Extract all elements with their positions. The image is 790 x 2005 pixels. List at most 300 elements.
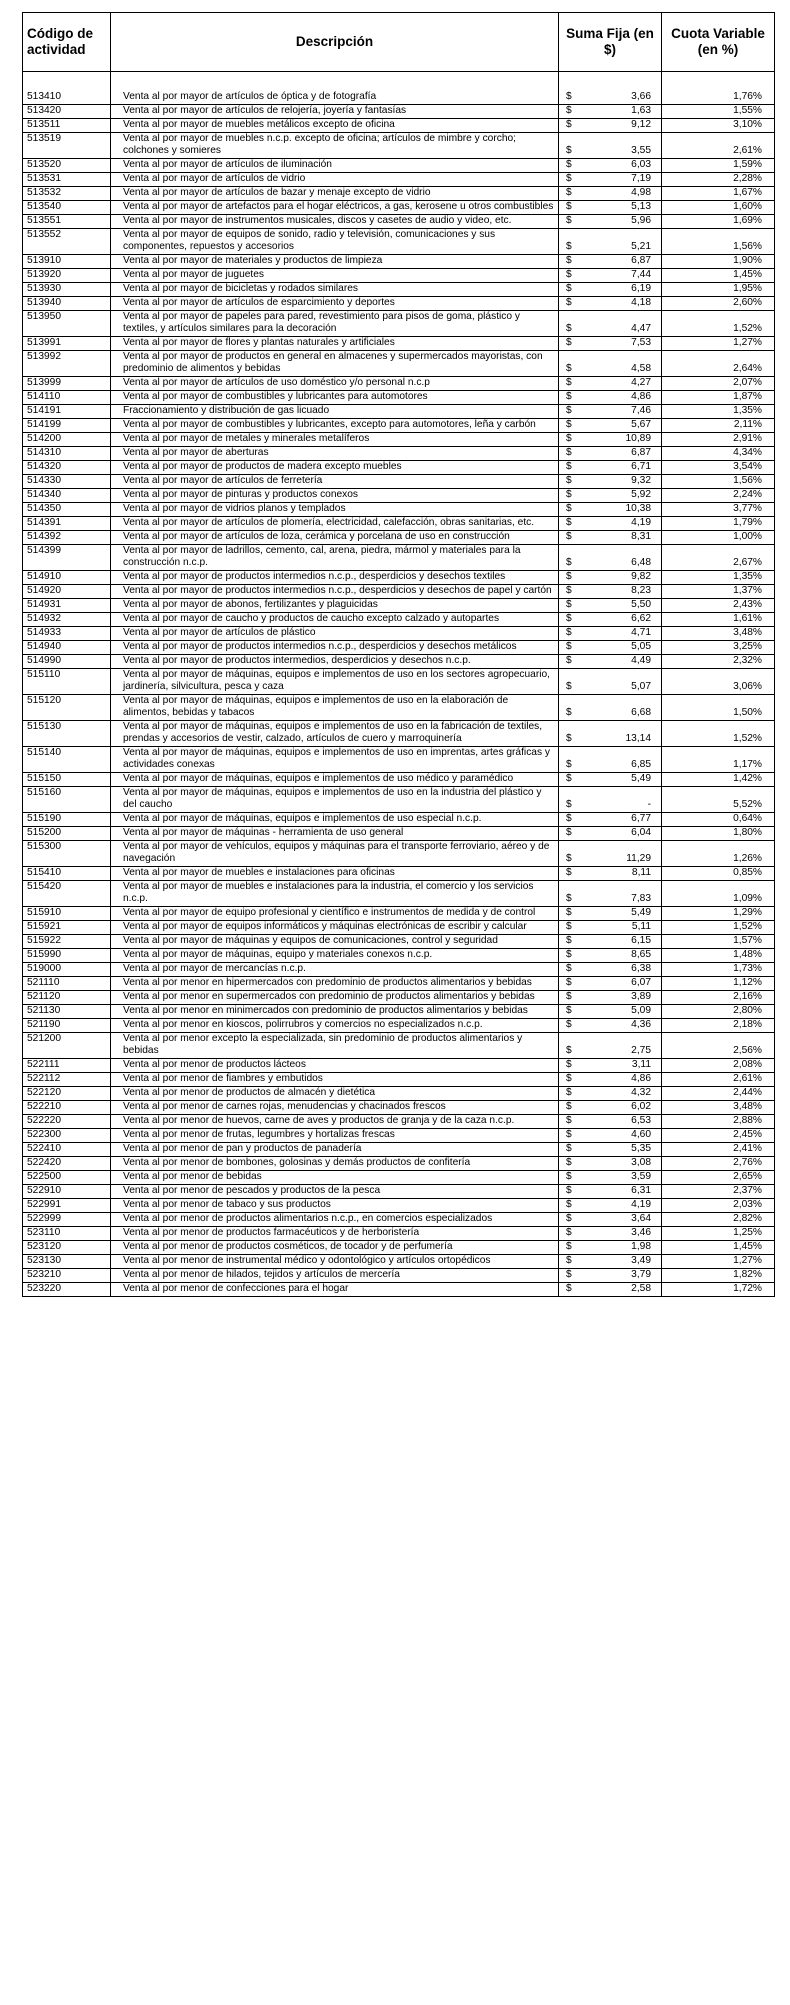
currency-symbol: $ xyxy=(566,377,572,388)
fixed-sum-cell xyxy=(559,991,662,1005)
variable-rate-cell: 1,69% xyxy=(662,215,775,229)
currency-symbol: $ xyxy=(566,977,572,988)
fixed-sum-value: 4,71 xyxy=(631,627,651,638)
table-row xyxy=(23,255,775,269)
variable-rate-cell: 2,76% xyxy=(662,1157,775,1171)
table-row xyxy=(23,215,775,229)
description-cell: Venta al por menor de tabaco y sus productos xyxy=(111,1199,559,1213)
currency-symbol: $ xyxy=(566,105,572,116)
description-cell: Venta al por menor excepto la especializada, sin predominio de productos alimentarios y bebidas xyxy=(111,1033,559,1059)
fixed-sum-value: 9,82 xyxy=(631,571,651,582)
table-row xyxy=(23,419,775,433)
fixed-sum-cell xyxy=(559,1143,662,1157)
fixed-sum-cell xyxy=(559,405,662,419)
fixed-sum-cell xyxy=(559,1185,662,1199)
table-row xyxy=(23,721,775,747)
variable-rate-cell: 1,55% xyxy=(662,105,775,119)
currency-symbol: $ xyxy=(566,269,572,280)
fixed-sum-value: 6,31 xyxy=(631,1185,651,1196)
table-row xyxy=(23,907,775,921)
table-row xyxy=(23,405,775,419)
activity-code-cell: 521130 xyxy=(23,1005,111,1019)
fixed-sum-cell xyxy=(559,433,662,447)
table-row xyxy=(23,1213,775,1227)
fixed-sum-value: 5,07 xyxy=(631,681,651,692)
activity-code-cell: 514940 xyxy=(23,641,111,655)
fixed-sum-cell xyxy=(559,545,662,571)
currency-symbol: $ xyxy=(566,813,572,824)
fixed-sum-value: 4,27 xyxy=(631,377,651,388)
fixed-sum-cell xyxy=(559,1269,662,1283)
currency-symbol: $ xyxy=(566,201,572,212)
fixed-sum-value: 5,67 xyxy=(631,419,651,430)
fixed-sum-cell xyxy=(559,641,662,655)
activity-code-cell: 514910 xyxy=(23,571,111,585)
table-row xyxy=(23,1185,775,1199)
fixed-sum-cell xyxy=(559,215,662,229)
fixed-sum-value: 8,11 xyxy=(631,867,651,878)
variable-rate-cell: 3,54% xyxy=(662,461,775,475)
activity-code-cell: 515140 xyxy=(23,747,111,773)
description-cell: Venta al por mayor de muebles e instalaciones para oficinas xyxy=(111,867,559,881)
activity-code-cell: 513552 xyxy=(23,229,111,255)
activity-code-cell: 523130 xyxy=(23,1255,111,1269)
fixed-sum-value: 6,53 xyxy=(631,1115,651,1126)
fixed-sum-cell xyxy=(559,1171,662,1185)
variable-rate-cell: 2,28% xyxy=(662,173,775,187)
fixed-sum-cell xyxy=(559,105,662,119)
activity-code-cell: 514931 xyxy=(23,599,111,613)
currency-symbol: $ xyxy=(566,475,572,486)
currency-symbol: $ xyxy=(566,1129,572,1140)
description-cell: Venta al por mayor de productos de madera excepto muebles xyxy=(111,461,559,475)
activity-code-cell: 513520 xyxy=(23,159,111,173)
fixed-sum-value: 4,58 xyxy=(631,363,651,374)
table-row xyxy=(23,841,775,867)
fixed-sum-cell xyxy=(559,1059,662,1073)
table-row xyxy=(23,1101,775,1115)
currency-symbol: $ xyxy=(566,1101,572,1112)
description-cell: Venta al por mayor de máquinas, equipos e implementos de uso en la fabricación de textiles, prendas y accesorios de vestir, calzado, artículos de cuero y marroquinería xyxy=(111,721,559,747)
table-row xyxy=(23,935,775,949)
fixed-sum-cell xyxy=(559,881,662,907)
activity-code-cell: 522410 xyxy=(23,1143,111,1157)
activity-rates-table xyxy=(22,12,775,1297)
variable-rate-cell: 2,67% xyxy=(662,545,775,571)
table-row xyxy=(23,91,775,105)
currency-symbol: $ xyxy=(566,1143,572,1154)
fixed-sum-cell xyxy=(559,867,662,881)
fixed-sum-cell xyxy=(559,119,662,133)
variable-rate-cell: 1,52% xyxy=(662,721,775,747)
variable-rate-cell: 1,56% xyxy=(662,229,775,255)
table-row xyxy=(23,1283,775,1297)
activity-code-cell: 514990 xyxy=(23,655,111,669)
fixed-sum-cell xyxy=(559,91,662,105)
description-cell: Venta al por mayor de artículos de vidrio xyxy=(111,173,559,187)
currency-symbol: $ xyxy=(566,405,572,416)
currency-symbol: $ xyxy=(566,853,572,864)
variable-rate-cell: 1,45% xyxy=(662,269,775,283)
table-row xyxy=(23,1073,775,1087)
table-row xyxy=(23,1129,775,1143)
variable-rate-cell: 1,09% xyxy=(662,881,775,907)
activity-code-cell: 513532 xyxy=(23,187,111,201)
activity-code-cell: 523220 xyxy=(23,1283,111,1297)
currency-symbol: $ xyxy=(566,187,572,198)
description-cell: Venta al por menor de bebidas xyxy=(111,1171,559,1185)
variable-rate-cell: 3,48% xyxy=(662,1101,775,1115)
fixed-sum-cell xyxy=(559,461,662,475)
fixed-sum-value: 6,62 xyxy=(631,613,651,624)
description-cell: Venta al por mayor de artículos de esparcimiento y deportes xyxy=(111,297,559,311)
description-cell: Fraccionamiento y distribución de gas licuado xyxy=(111,405,559,419)
fixed-sum-value: 5,49 xyxy=(631,907,651,918)
fixed-sum-cell xyxy=(559,977,662,991)
fixed-sum-value: 4,60 xyxy=(631,1129,651,1140)
fixed-sum-value: 6,48 xyxy=(631,557,651,568)
description-cell: Venta al por mayor de artículos de relojería, joyería y fantasías xyxy=(111,105,559,119)
fixed-sum-cell xyxy=(559,283,662,297)
activity-code-cell: 514310 xyxy=(23,447,111,461)
description-cell: Venta al por mayor de productos intermedios n.c.p., desperdicios y desechos textiles xyxy=(111,571,559,585)
currency-symbol: $ xyxy=(566,1059,572,1070)
description-cell: Venta al por menor en supermercados con predominio de productos alimentarios y bebidas xyxy=(111,991,559,1005)
description-cell: Venta al por mayor de artículos de uso doméstico y/o personal n.c.p xyxy=(111,377,559,391)
table-row xyxy=(23,1115,775,1129)
description-cell: Venta al por mayor de artículos de plomería, electricidad, calefacción, obras sanitarias, etc. xyxy=(111,517,559,531)
activity-code-cell: 523110 xyxy=(23,1227,111,1241)
currency-symbol: $ xyxy=(566,419,572,430)
currency-symbol: $ xyxy=(566,323,572,334)
description-cell: Venta al por menor en kioscos, polirrubros y comercios no especializados n.c.p. xyxy=(111,1019,559,1033)
variable-rate-cell: 0,64% xyxy=(662,813,775,827)
table-row xyxy=(23,949,775,963)
currency-symbol: $ xyxy=(566,433,572,444)
fixed-sum-value: 5,92 xyxy=(631,489,651,500)
currency-symbol: $ xyxy=(566,447,572,458)
fixed-sum-value: 5,11 xyxy=(631,921,651,932)
currency-symbol: $ xyxy=(566,921,572,932)
currency-symbol: $ xyxy=(566,119,572,130)
currency-symbol: $ xyxy=(566,391,572,402)
description-cell: Venta al por menor de pescados y productos de la pesca xyxy=(111,1185,559,1199)
description-cell: Venta al por mayor de juguetes xyxy=(111,269,559,283)
description-cell: Venta al por menor en minimercados con predominio de productos alimentarios y bebidas xyxy=(111,1005,559,1019)
fixed-sum-cell xyxy=(559,187,662,201)
description-cell: Venta al por menor de productos lácteos xyxy=(111,1059,559,1073)
variable-rate-cell: 1,25% xyxy=(662,1227,775,1241)
variable-rate-cell: 2,56% xyxy=(662,1033,775,1059)
fixed-sum-cell xyxy=(559,1255,662,1269)
fixed-sum-cell xyxy=(559,1115,662,1129)
variable-rate-cell: 5,52% xyxy=(662,787,775,813)
header-fixed-sum: Suma Fija (en $) xyxy=(559,13,662,72)
currency-symbol: $ xyxy=(566,363,572,374)
currency-symbol: $ xyxy=(566,283,572,294)
activity-code-cell: 523210 xyxy=(23,1269,111,1283)
fixed-sum-cell xyxy=(559,787,662,813)
activity-code-cell: 513511 xyxy=(23,119,111,133)
currency-symbol: $ xyxy=(566,599,572,610)
fixed-sum-value: 6,15 xyxy=(631,935,651,946)
variable-rate-cell: 2,03% xyxy=(662,1199,775,1213)
description-cell: Venta al por mayor de artículos de plástico xyxy=(111,627,559,641)
description-cell: Venta al por mayor de caucho y productos de caucho excepto calzado y autopartes xyxy=(111,613,559,627)
variable-rate-cell: 1,35% xyxy=(662,571,775,585)
variable-rate-cell: 2,07% xyxy=(662,377,775,391)
currency-symbol: $ xyxy=(566,1171,572,1182)
description-cell: Venta al por menor de huevos, carne de aves y productos de granja y de la caza n.c.p. xyxy=(111,1115,559,1129)
fixed-sum-value: 4,19 xyxy=(631,517,651,528)
activity-code-cell: 513920 xyxy=(23,269,111,283)
description-cell: Venta al por mayor de equipos informáticos y máquinas electrónicas de escribir y calcular xyxy=(111,921,559,935)
currency-symbol: $ xyxy=(566,707,572,718)
variable-rate-cell: 1,27% xyxy=(662,337,775,351)
fixed-sum-cell xyxy=(559,571,662,585)
variable-rate-cell: 3,06% xyxy=(662,669,775,695)
table-row xyxy=(23,963,775,977)
fixed-sum-cell xyxy=(559,1213,662,1227)
table-row xyxy=(23,747,775,773)
table-row xyxy=(23,201,775,215)
fixed-sum-value: 7,83 xyxy=(631,893,651,904)
activity-code-cell: 513999 xyxy=(23,377,111,391)
currency-symbol: $ xyxy=(566,963,572,974)
activity-code-cell: 514191 xyxy=(23,405,111,419)
variable-rate-cell: 2,91% xyxy=(662,433,775,447)
fixed-sum-value: 7,46 xyxy=(631,405,651,416)
variable-rate-cell: 1,37% xyxy=(662,585,775,599)
activity-code-cell: 513992 xyxy=(23,351,111,377)
variable-rate-cell: 1,80% xyxy=(662,827,775,841)
currency-symbol: $ xyxy=(566,681,572,692)
description-cell: Venta al por mayor de máquinas, equipos e implementos de uso especial n.c.p. xyxy=(111,813,559,827)
activity-code-cell: 515420 xyxy=(23,881,111,907)
currency-symbol: $ xyxy=(566,759,572,770)
header-variable-rate: Cuota Variable (en %) xyxy=(662,13,775,72)
currency-symbol: $ xyxy=(566,1241,572,1252)
fixed-sum-value: 6,38 xyxy=(631,963,651,974)
currency-symbol: $ xyxy=(566,1213,572,1224)
description-cell: Venta al por mayor de máquinas y equipos de comunicaciones, control y seguridad xyxy=(111,935,559,949)
activity-code-cell: 513531 xyxy=(23,173,111,187)
spacer-cell xyxy=(23,72,111,92)
description-cell: Venta al por mayor de muebles e instalaciones para la industria, el comercio y los servicios n.c.p. xyxy=(111,881,559,907)
activity-code-cell: 513519 xyxy=(23,133,111,159)
variable-rate-cell: 2,61% xyxy=(662,1073,775,1087)
activity-code-cell: 521110 xyxy=(23,977,111,991)
description-cell: Venta al por mayor de pinturas y productos conexos xyxy=(111,489,559,503)
variable-rate-cell: 2,08% xyxy=(662,1059,775,1073)
activity-code-cell: 515110 xyxy=(23,669,111,695)
description-cell: Venta al por mayor de combustibles y lubricantes, excepto para automotores, leña y carbón xyxy=(111,419,559,433)
spacer-cell xyxy=(662,72,775,92)
fixed-sum-value: 5,50 xyxy=(631,599,651,610)
variable-rate-cell: 1,00% xyxy=(662,531,775,545)
fixed-sum-cell xyxy=(559,921,662,935)
table-row xyxy=(23,1157,775,1171)
currency-symbol: $ xyxy=(566,935,572,946)
table-row xyxy=(23,105,775,119)
fixed-sum-cell xyxy=(559,1227,662,1241)
description-cell: Venta al por mayor de flores y plantas naturales y artificiales xyxy=(111,337,559,351)
variable-rate-cell: 2,80% xyxy=(662,1005,775,1019)
activity-code-cell: 514110 xyxy=(23,391,111,405)
table-row xyxy=(23,269,775,283)
fixed-sum-cell xyxy=(559,627,662,641)
currency-symbol: $ xyxy=(566,867,572,878)
fixed-sum-cell xyxy=(559,337,662,351)
currency-symbol: $ xyxy=(566,159,572,170)
fixed-sum-cell xyxy=(559,351,662,377)
description-cell: Venta al por mayor de artículos de óptica y de fotografía xyxy=(111,91,559,105)
table-row xyxy=(23,1005,775,1019)
description-cell: Venta al por mayor de artículos de loza, cerámica y porcelana de uso en construcción xyxy=(111,531,559,545)
variable-rate-cell: 3,25% xyxy=(662,641,775,655)
fixed-sum-value: 6,04 xyxy=(631,827,651,838)
variable-rate-cell: 2,61% xyxy=(662,133,775,159)
activity-code-cell: 513950 xyxy=(23,311,111,337)
currency-symbol: $ xyxy=(566,641,572,652)
table-row xyxy=(23,187,775,201)
fixed-sum-value: 3,49 xyxy=(631,1255,651,1266)
fixed-sum-value: 6,19 xyxy=(631,283,651,294)
table-row xyxy=(23,447,775,461)
activity-code-cell: 515120 xyxy=(23,695,111,721)
description-cell: Venta al por mayor de equipo profesional y científico e instrumentos de medida y de control xyxy=(111,907,559,921)
fixed-sum-value: 6,02 xyxy=(631,1101,651,1112)
table-row xyxy=(23,655,775,669)
description-cell: Venta al por menor de carnes rojas, menudencias y chacinados frescos xyxy=(111,1101,559,1115)
description-cell: Venta al por mayor de artefactos para el hogar eléctricos, a gas, kerosene u otros combustibles xyxy=(111,201,559,215)
table-row xyxy=(23,613,775,627)
table-row xyxy=(23,377,775,391)
description-cell: Venta al por mayor de materiales y productos de limpieza xyxy=(111,255,559,269)
description-cell: Venta al por mayor de productos intermedios n.c.p., desperdicios y desechos de papel y cartón xyxy=(111,585,559,599)
currency-symbol: $ xyxy=(566,1087,572,1098)
table-row xyxy=(23,977,775,991)
description-cell: Venta al por mayor de productos intermedios, desperdicios y desechos n.c.p. xyxy=(111,655,559,669)
table-row xyxy=(23,599,775,613)
currency-symbol: $ xyxy=(566,145,572,156)
variable-rate-cell: 2,32% xyxy=(662,655,775,669)
variable-rate-cell: 3,10% xyxy=(662,119,775,133)
currency-symbol: $ xyxy=(566,827,572,838)
currency-symbol: $ xyxy=(566,91,572,102)
activity-code-cell: 514340 xyxy=(23,489,111,503)
activity-code-cell: 521200 xyxy=(23,1033,111,1059)
table-row xyxy=(23,1033,775,1059)
description-cell: Venta al por menor de pan y productos de panadería xyxy=(111,1143,559,1157)
activity-code-cell: 514391 xyxy=(23,517,111,531)
variable-rate-cell: 2,37% xyxy=(662,1185,775,1199)
activity-code-cell: 513940 xyxy=(23,297,111,311)
table-row xyxy=(23,311,775,337)
currency-symbol: $ xyxy=(566,991,572,1002)
activity-code-cell: 515922 xyxy=(23,935,111,949)
activity-code-cell: 515150 xyxy=(23,773,111,787)
table-row xyxy=(23,337,775,351)
activity-code-cell: 522910 xyxy=(23,1185,111,1199)
fixed-sum-cell xyxy=(559,133,662,159)
description-cell: Venta al por mayor de vehículos, equipos y máquinas para el transporte ferroviario, aéreo y de navegación xyxy=(111,841,559,867)
activity-code-cell: 515300 xyxy=(23,841,111,867)
fixed-sum-cell xyxy=(559,201,662,215)
fixed-sum-value: 4,49 xyxy=(631,655,651,666)
variable-rate-cell: 1,42% xyxy=(662,773,775,787)
variable-rate-cell: 1,90% xyxy=(662,255,775,269)
table-row xyxy=(23,461,775,475)
header-activity-code: Código de actividad xyxy=(23,13,111,72)
description-cell: Venta al por mayor de abonos, fertilizantes y plaguicidas xyxy=(111,599,559,613)
fixed-sum-cell xyxy=(559,1101,662,1115)
activity-code-cell: 522300 xyxy=(23,1129,111,1143)
description-cell: Venta al por menor de productos de almacén y dietética xyxy=(111,1087,559,1101)
fixed-sum-cell xyxy=(559,447,662,461)
activity-code-cell: 522991 xyxy=(23,1199,111,1213)
fixed-sum-cell xyxy=(559,1129,662,1143)
fixed-sum-value: 4,98 xyxy=(631,187,651,198)
fixed-sum-value: 5,96 xyxy=(631,215,651,226)
currency-symbol: $ xyxy=(566,255,572,266)
variable-rate-cell: 1,50% xyxy=(662,695,775,721)
variable-rate-cell: 2,24% xyxy=(662,489,775,503)
table-body xyxy=(23,72,775,1297)
activity-code-cell: 514920 xyxy=(23,585,111,599)
table-row xyxy=(23,585,775,599)
fixed-sum-cell xyxy=(559,907,662,921)
fixed-sum-value: 4,86 xyxy=(631,391,651,402)
currency-symbol: $ xyxy=(566,1045,572,1056)
fixed-sum-cell xyxy=(559,503,662,517)
fixed-sum-cell xyxy=(559,489,662,503)
currency-symbol: $ xyxy=(566,297,572,308)
activity-code-cell: 513551 xyxy=(23,215,111,229)
currency-symbol: $ xyxy=(566,1005,572,1016)
table-row xyxy=(23,391,775,405)
activity-code-cell: 515200 xyxy=(23,827,111,841)
fixed-sum-value: 4,36 xyxy=(631,1019,651,1030)
fixed-sum-value: 5,49 xyxy=(631,773,651,784)
description-cell: Venta al por mayor de muebles n.c.p. excepto de oficina; artículos de mimbre y corcho; colchones y somieres xyxy=(111,133,559,159)
fixed-sum-cell xyxy=(559,311,662,337)
currency-symbol: $ xyxy=(566,461,572,472)
currency-symbol: $ xyxy=(566,627,572,638)
variable-rate-cell: 1,72% xyxy=(662,1283,775,1297)
fixed-sum-value: 11,29 xyxy=(626,853,651,864)
activity-code-cell: 515410 xyxy=(23,867,111,881)
table-row xyxy=(23,173,775,187)
currency-symbol: $ xyxy=(566,517,572,528)
currency-symbol: $ xyxy=(566,799,572,810)
fixed-sum-value: - xyxy=(647,799,651,810)
currency-symbol: $ xyxy=(566,557,572,568)
variable-rate-cell: 1,95% xyxy=(662,283,775,297)
currency-symbol: $ xyxy=(566,1185,572,1196)
fixed-sum-cell xyxy=(559,813,662,827)
variable-rate-cell: 3,48% xyxy=(662,627,775,641)
fixed-sum-value: 3,89 xyxy=(631,991,651,1002)
fixed-sum-value: 6,68 xyxy=(631,707,651,718)
table-row xyxy=(23,1059,775,1073)
activity-code-cell: 514933 xyxy=(23,627,111,641)
description-cell: Venta al por mayor de productos en general en almacenes y supermercados mayoristas, con predominio de alimentos y bebidas xyxy=(111,351,559,377)
fixed-sum-value: 2,58 xyxy=(631,1283,651,1294)
variable-rate-cell: 1,76% xyxy=(662,91,775,105)
variable-rate-cell: 2,60% xyxy=(662,297,775,311)
variable-rate-cell: 2,82% xyxy=(662,1213,775,1227)
